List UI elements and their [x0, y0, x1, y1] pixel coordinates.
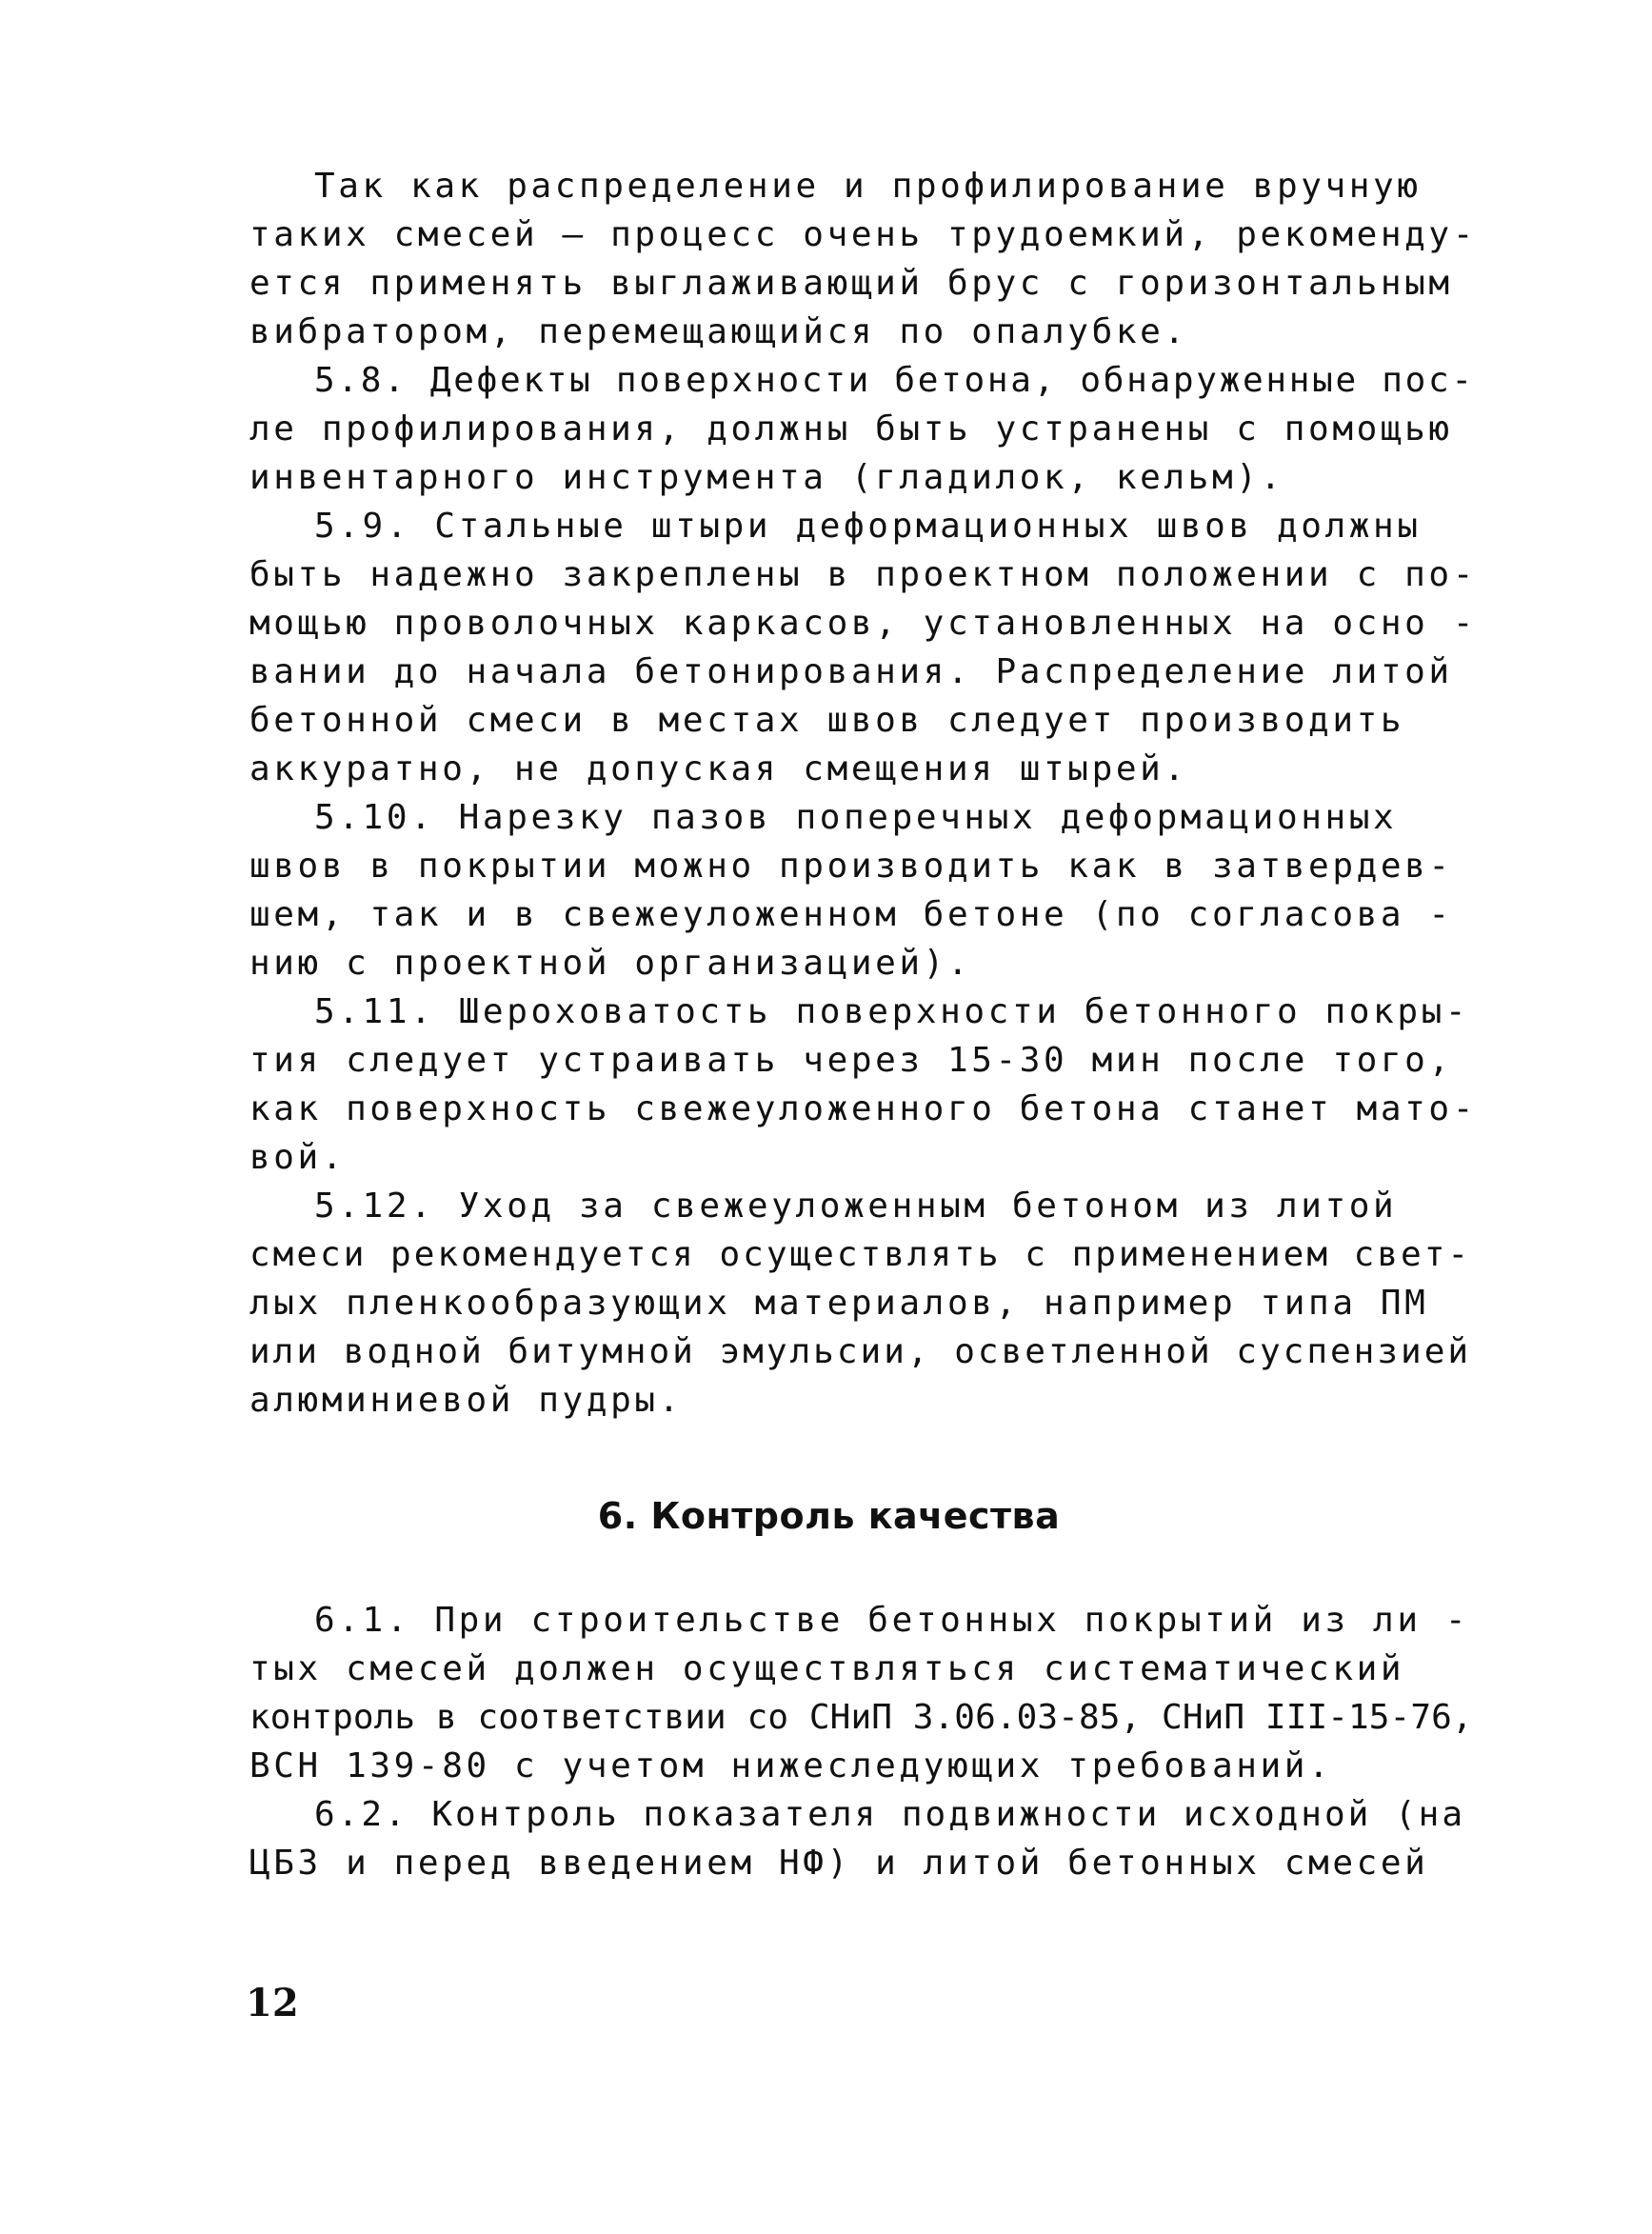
paragraph-5-8-line: ле профилирования, должны быть устранены с помощью — [249, 409, 1453, 449]
paragraph-5-9-line: аккуратно, не допуская смещения штырей. — [249, 749, 1188, 788]
paragraph-line: Так как распределение и профилирование вручную — [314, 167, 1422, 206]
paragraph-5-11-line: вой. — [249, 1138, 347, 1177]
paragraph-6-1-line: ВСН 139-80 с учетом нижеследующих требований. — [249, 1746, 1333, 1785]
paragraph-5-12-line: 5.12. Уход за свежеуложенным бетоном из литой — [314, 1187, 1398, 1226]
paragraph-5-11-line: тия следует устраивать через 15-30 мин после того, — [249, 1041, 1453, 1080]
paragraph-5-9-line: бетонной смеси в местах швов следует производить — [249, 701, 1405, 740]
paragraph-5-9-line: мощью проволочных каркасов, установленных на осно - — [249, 604, 1477, 643]
paragraph-5-8-line: инвентарного инструмента (гладилок, кельм). — [249, 458, 1284, 497]
paragraph-line: таких смесей – процесс очень трудоемкий, рекоменду- — [249, 215, 1477, 254]
paragraph-5-11-line: как поверхность свежеуложенного бетона станет мато- — [249, 1089, 1477, 1128]
paragraph-5-9-line: вании до начала бетонирования. Распределение литой — [249, 652, 1453, 691]
paragraph-6-1-line: тых смесей должен осуществляться систематический — [249, 1649, 1405, 1688]
paragraph-5-12-line: или водной битумной эмульсии, осветленной суспензией — [249, 1332, 1472, 1371]
paragraph-5-12-line: смеси рекомендуется осуществлять с применением свет- — [249, 1235, 1472, 1274]
paragraph-6-1-line: контроль в соответствии со СНиП 3.06.03-85, СНиП III-15-76, — [249, 1698, 1473, 1737]
section-heading: 6. Контроль качества — [597, 1495, 1061, 1537]
paragraph-5-12-line: алюминиевой пудры. — [249, 1381, 683, 1420]
page-number: 12 — [246, 1981, 299, 2025]
paragraph-5-11-line: 5.11. Шероховатость поверхности бетонного покры- — [314, 992, 1470, 1031]
paragraph-5-12-line: лых пленкообразующих материалов, например типа ПМ — [249, 1284, 1429, 1323]
text-block-upper — [249, 162, 1478, 1425]
text-block-lower — [249, 1596, 1478, 1887]
paragraph-5-10-line: нию с проектной организацией). — [249, 944, 972, 983]
paragraph-5-10-line: 5.10. Нарезку пазов поперечных деформационных — [314, 798, 1398, 837]
paragraph-5-9-line: 5.9. Стальные штыри деформационных швов должны — [314, 507, 1422, 546]
paragraph-5-10-line: швов в покрытии можно производить как в затвердев- — [249, 847, 1453, 886]
paragraph-6-1-line: 6.1. При строительстве бетонных покрытий из ли - — [314, 1601, 1470, 1640]
paragraph-line: ется применять выглаживающий брус с горизонтальным — [249, 264, 1453, 303]
paragraph-6-2-line: ЦБЗ и перед введением НФ) и литой бетонных смесей — [249, 1844, 1429, 1883]
paragraph-line: вибратором, перемещающийся по опалубке. — [249, 312, 1188, 351]
paragraph-5-10-line: шем, так и в свежеуложенном бетоне (по согласова - — [249, 895, 1453, 934]
paragraph-6-2-line: 6.2. Контроль показателя подвижности исходной (на — [314, 1795, 1466, 1834]
paragraph-5-9-line: быть надежно закреплены в проектном положении с по- — [249, 555, 1477, 594]
paragraph-5-8-line: 5.8. Дефекты поверхности бетона, обнаруженные пос- — [314, 361, 1475, 400]
